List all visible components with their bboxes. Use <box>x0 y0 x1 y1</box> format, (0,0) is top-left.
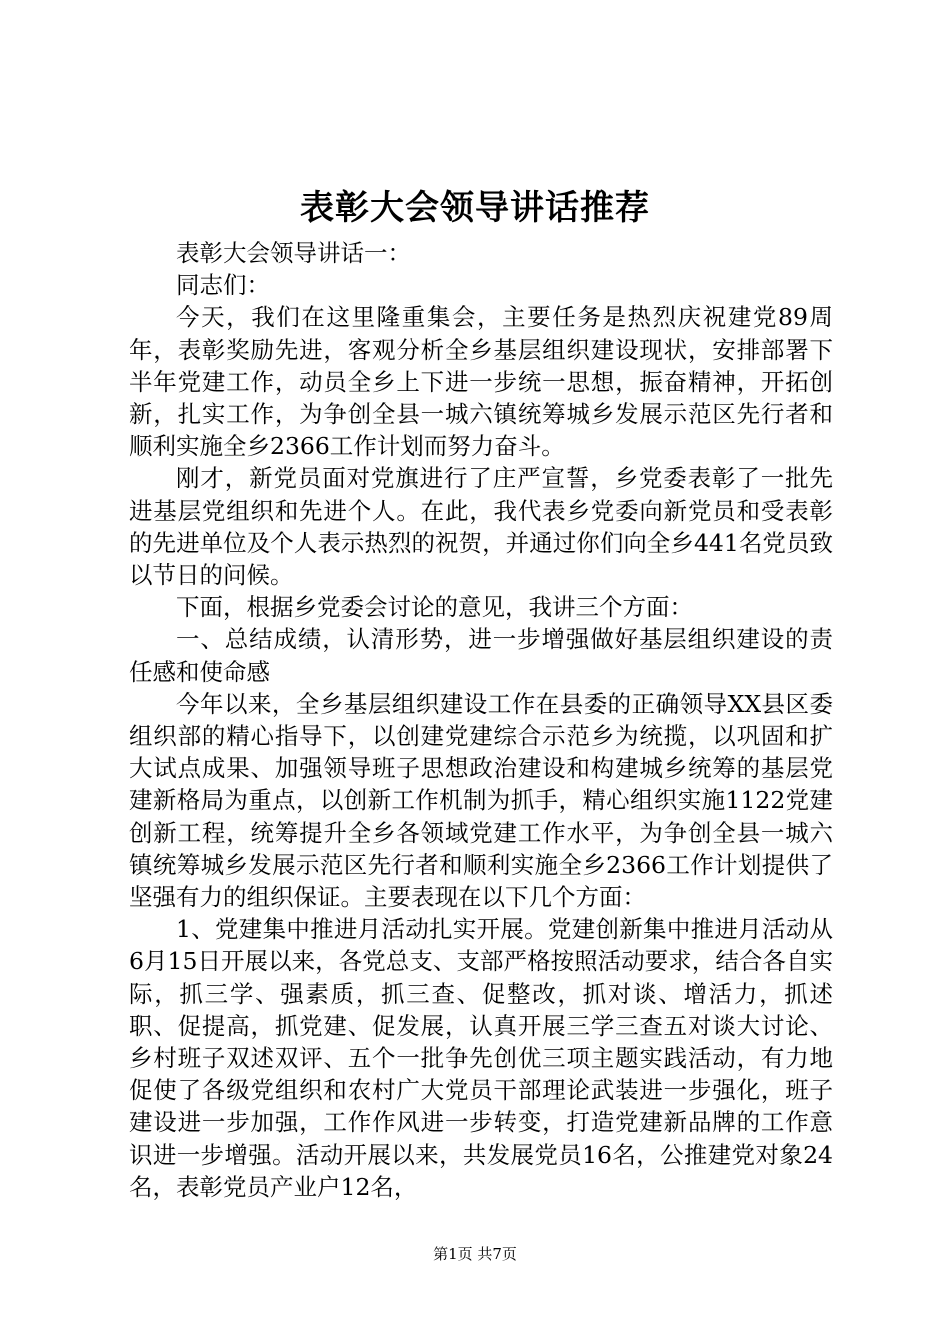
section-heading-1: 一、总结成绩，认清形势，进一步增强做好基层组织建设的责任感和使命感 <box>129 625 833 686</box>
document-title: 表彰大会领导讲话推荐 <box>300 188 650 228</box>
paragraph-item-1: 1、党建集中推进月活动扎实开展。党建创新集中推进月活动从6月15日开展以来，各党总支、支部严格按照活动要求，结合各自实际，抓三学、强素质，抓三查、促整改，抓对谈、增活力，抓述职、促提高，抓党建、促发展，认真开展三学三查五对谈大讨论、乡村班子双述双评、五个一批争先创优三项主题实践活动，有力地促使了各级党组织和农村广大党员干部理论武装进一步强化，班子建设进一步加强，工作作风进一步转变，打造党建新品牌的工作意识进一步增强。活动开展以来，共发展党员16名，公推建党对象24名，表彰党员产业户12名， <box>129 915 833 1201</box>
paragraph-summary: 今年以来，全乡基层组织建设工作在县委的正确领导XX县区委组织部的精心指导下，以创建党建综合示范乡为统揽，以巩固和扩大试点成果、加强领导班子思想政治建设和构建城乡统筹的基层党建新格局为重点，以创新工作机制为抓手，精心组织实施1122党建创新工程，统筹提升全乡各领域党建工作水平，为争创全县一城六镇统筹城乡发展示范区先行者和顺利实施全乡2366工作计划提供了坚强有力的组织保证。主要表现在以下几个方面： <box>129 689 833 912</box>
paragraph-outline: 下面，根据乡党委会讨论的意见，我讲三个方面： <box>176 593 693 622</box>
speech-heading: 表彰大会领导讲话一： <box>176 239 411 267</box>
paragraph-opening: 今天，我们在这里隆重集会，主要任务是热烈庆祝建党89周年，表彰奖励先进，客观分析全乡基层组织建设现状，安排部署下半年党建工作，动员全乡上下进一步统一思想，振奋精神，开拓创新，扎实工作，为争创全县一城六镇统筹城乡发展示范区先行者和顺利实施全乡2366工作计划而努力奋斗。 <box>129 303 833 461</box>
page-footer: 第1页 共7页 <box>433 1245 517 1263</box>
paragraph-congratulations: 刚才，新党员面对党旗进行了庄严宣誓，乡党委表彰了一批先进基层党组织和先进个人。在此，我代表乡党委向新党员和受表彰的先进单位及个人表示热烈的祝贺，并通过你们向全乡441名党员致以节日的问候。 <box>129 464 833 590</box>
salutation: 同志们： <box>176 271 270 300</box>
document-body <box>129 237 833 1203</box>
